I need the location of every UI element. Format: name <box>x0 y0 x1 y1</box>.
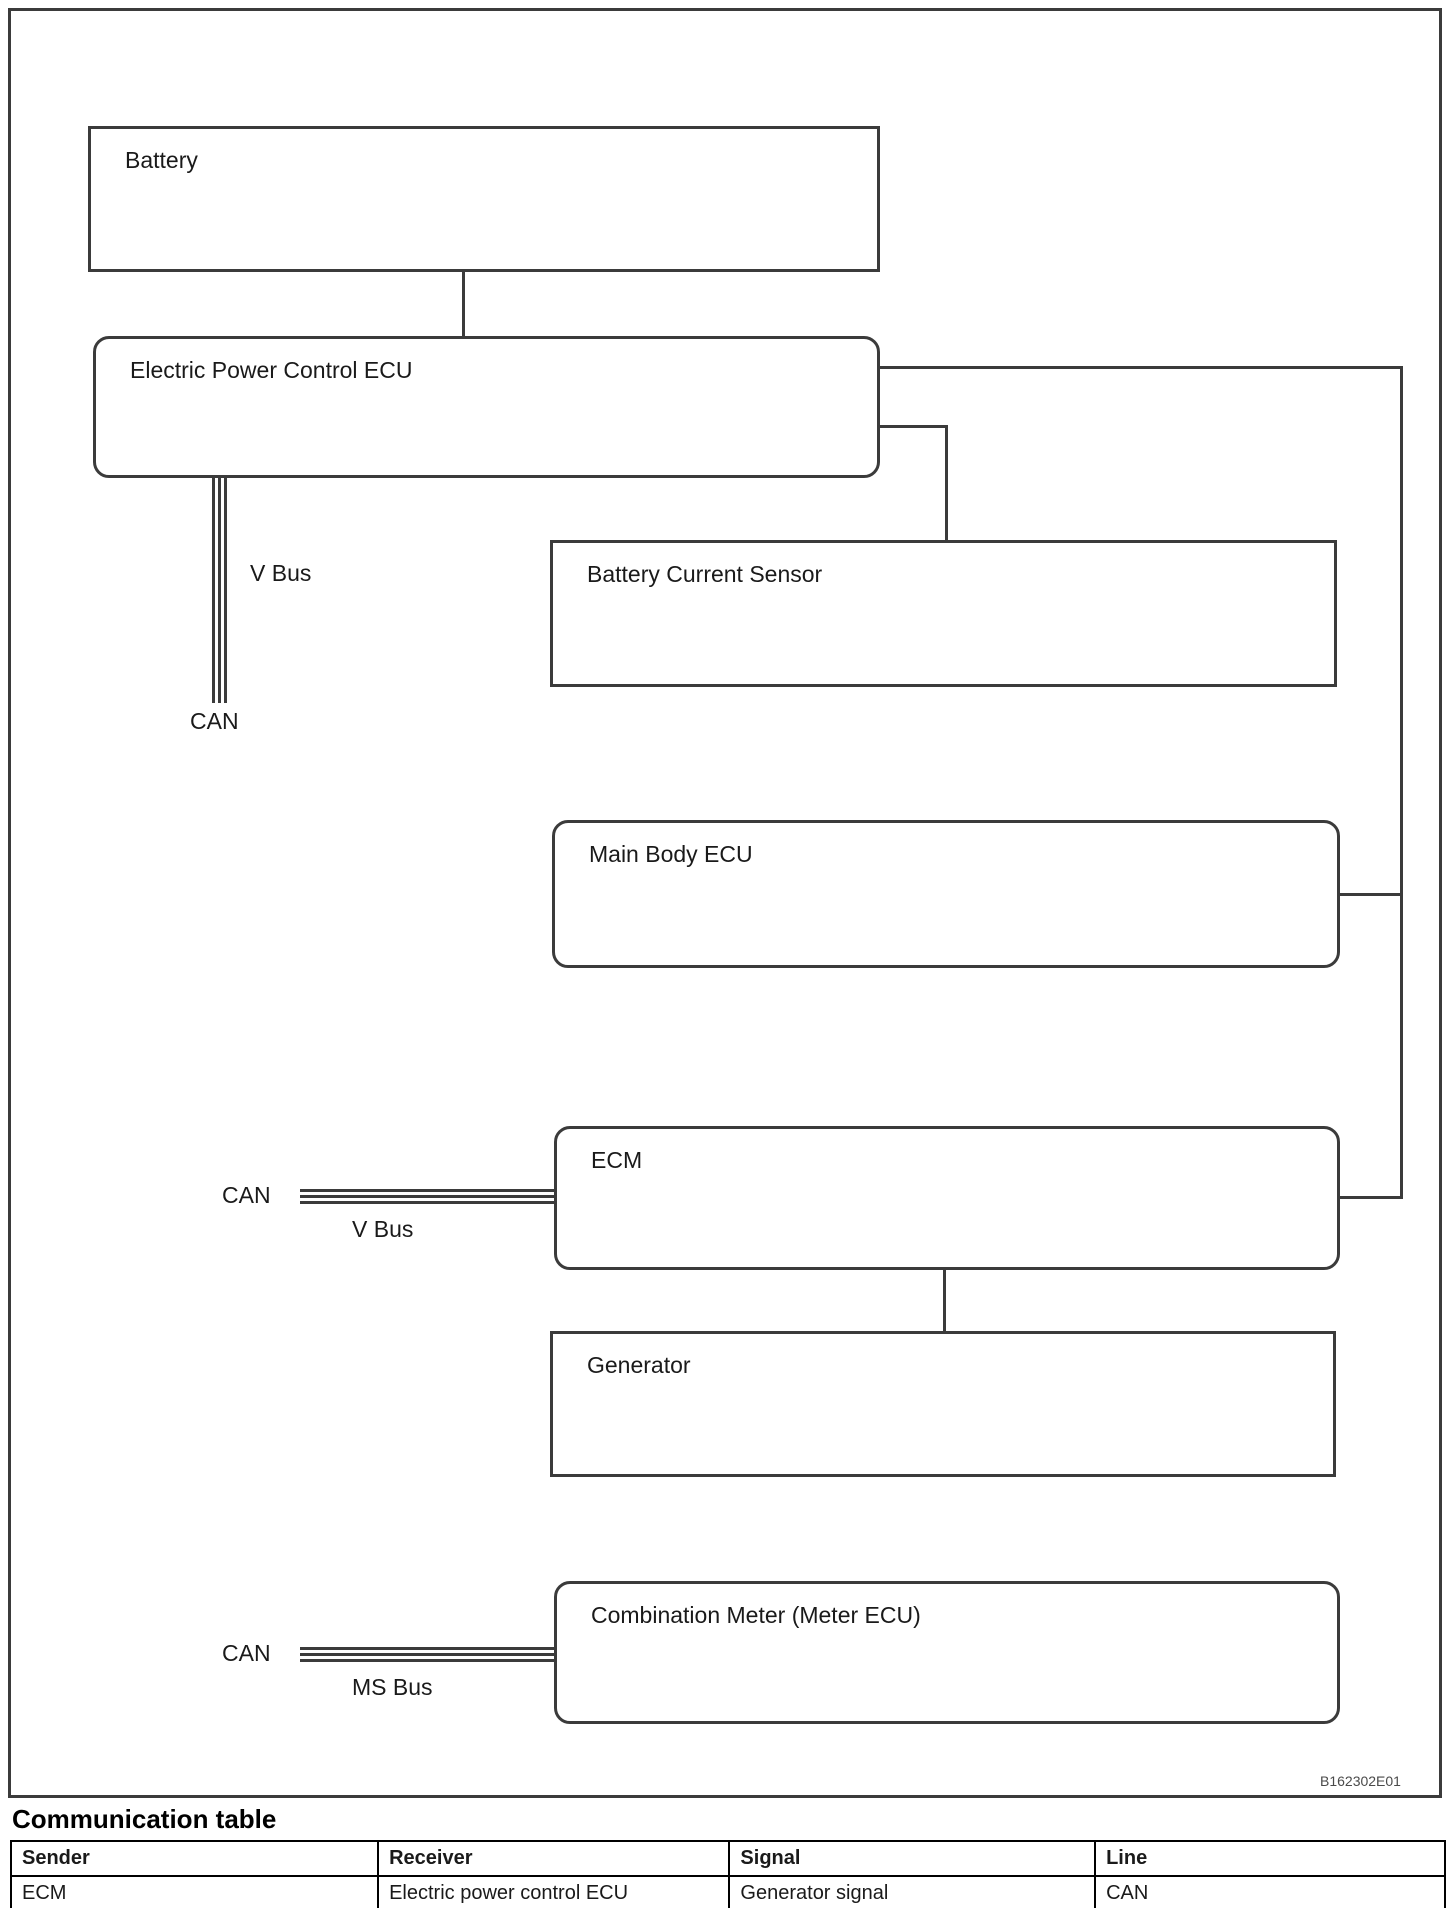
can-bus-line-meter <box>300 1647 557 1662</box>
label-can-meter: CAN <box>222 1640 271 1666</box>
communication-table-title: Communication table <box>12 1804 277 1834</box>
box-generator <box>550 1331 1336 1477</box>
connector-battery-to-epc <box>462 270 465 338</box>
connector-epc-to-sensor-horizontal <box>878 425 948 428</box>
cell-line: CAN <box>1095 1876 1445 1908</box>
connector-mainbody-to-rightbus <box>1338 893 1403 896</box>
figure-id: B162302E01 <box>1320 1773 1401 1789</box>
can-bus-line-ecm <box>300 1189 557 1204</box>
connector-right-bus-vertical <box>1400 366 1403 1199</box>
column-header-sender: Sender <box>11 1841 378 1876</box>
box-main-body-ecu-label: Main Body ECU <box>589 841 753 867</box>
box-battery-current-sensor-label: Battery Current Sensor <box>587 561 823 587</box>
box-combination-meter <box>554 1581 1340 1724</box>
column-header-signal: Signal <box>729 1841 1095 1876</box>
column-header-line: Line <box>1095 1841 1445 1876</box>
connector-ecm-to-generator <box>943 1268 946 1332</box>
box-ecm <box>554 1126 1340 1270</box>
communication-table-header-row <box>11 1841 1445 1876</box>
box-combination-meter-label: Combination Meter (Meter ECU) <box>591 1602 921 1628</box>
connector-epc-to-sensor-vertical <box>945 425 948 540</box>
label-ms-bus-meter: MS Bus <box>352 1674 433 1700</box>
connector-epc-right-top <box>878 366 1403 369</box>
cell-signal: Generator signal <box>729 1876 1095 1908</box>
column-header-receiver: Receiver <box>378 1841 729 1876</box>
label-can-top: CAN <box>190 708 239 734</box>
label-v-bus-top: V Bus <box>250 560 312 586</box>
connector-ecm-to-rightbus <box>1338 1196 1403 1199</box>
box-battery-label: Battery <box>125 147 198 173</box>
v-bus-line-vertical <box>212 477 227 703</box>
cell-receiver: Electric power control ECU <box>378 1876 729 1908</box>
communication-table <box>10 1840 1446 1908</box>
label-can-ecm: CAN <box>222 1182 271 1208</box>
box-electric-power-control-ecu <box>93 336 880 478</box>
label-v-bus-ecm: V Bus <box>352 1216 414 1242</box>
table-row <box>11 1876 1445 1908</box>
box-battery <box>88 126 880 272</box>
box-main-body-ecu <box>552 820 1340 968</box>
box-battery-current-sensor <box>550 540 1337 687</box>
box-generator-label: Generator <box>587 1352 691 1378</box>
cell-sender: ECM <box>11 1876 378 1908</box>
box-electric-power-control-ecu-label: Electric Power Control ECU <box>130 357 413 383</box>
box-ecm-label: ECM <box>591 1147 643 1173</box>
